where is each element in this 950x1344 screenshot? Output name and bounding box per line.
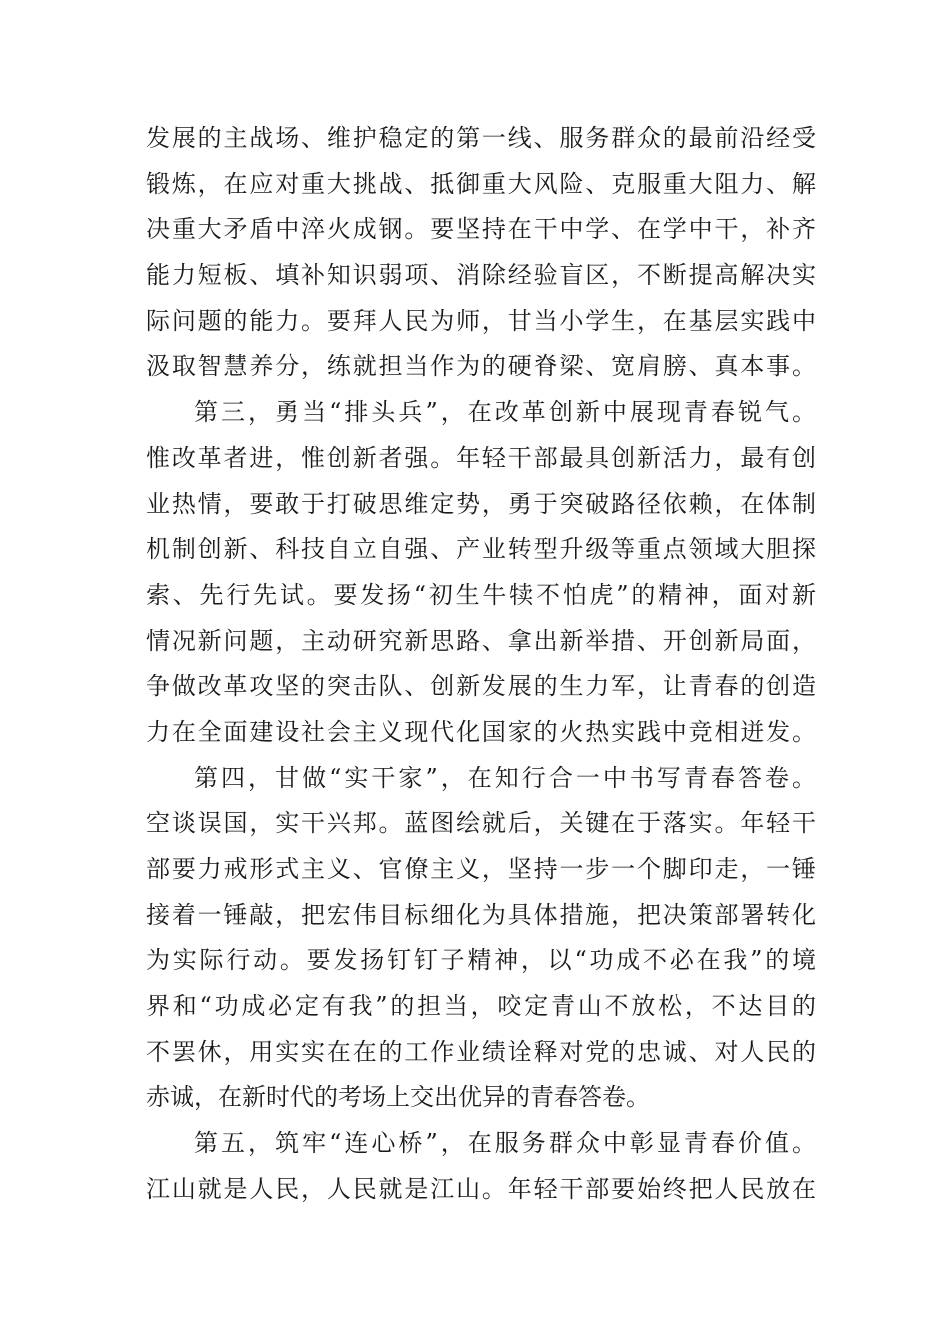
text-line: 情况新问题，主动研究新思路、拿出新举措、开创新局面， <box>146 626 816 655</box>
text-line: 惟改革者进，惟创新者强。年轻干部最具创新活力，最有创 <box>146 443 816 472</box>
body-text <box>146 116 816 1213</box>
text-line: 能力短板、填补知识弱项、消除经验盲区，不断提高解决实 <box>146 261 816 290</box>
text-line: 江山就是人民，人民就是江山。年轻干部要始终把人民放在 <box>146 1174 816 1203</box>
section-heading-third: 第三，勇当“排头兵”，在改革创新中展现青春锐气。 <box>194 398 816 427</box>
text-line: 锻炼，在应对重大挑战、抵御重大风险、克服重大阻力、解 <box>146 169 816 198</box>
text-line: 际问题的能力。要拜人民为师，甘当小学生，在基层实践中 <box>146 306 816 335</box>
text-line: 力在全面建设社会主义现代化国家的火热实践中竞相迸发。 <box>146 717 816 746</box>
text-line: 业热情，要敢于打破思维定势，勇于突破路径依赖，在体制 <box>146 489 816 518</box>
text-line: 接着一锤敲，把宏伟目标细化为具体措施，把决策部署转化 <box>146 900 816 929</box>
text-line: 空谈误国，实干兴邦。蓝图绘就后，关键在于落实。年轻干 <box>146 809 816 838</box>
text-line: 争做改革攻坚的突击队、创新发展的生力军，让青春的创造 <box>146 672 816 701</box>
text-line: 索、先行先试。要发扬“初生牛犊不怕虎”的精神，面对新 <box>146 580 816 609</box>
text-line: 为实际行动。要发扬钉钉子精神，以“功成不必在我”的境 <box>146 946 816 975</box>
section-heading-fifth: 第五，筑牢“连心桥”，在服务群众中彰显青春价值。 <box>194 1129 816 1158</box>
text-line: 决重大矛盾中淬火成钢。要坚持在干中学、在学中干，补齐 <box>146 215 816 244</box>
text-line: 机制创新、科技自立自强、产业转型升级等重点领域大胆探 <box>146 535 816 564</box>
section-heading-fourth: 第四，甘做“实干家”，在知行合一中书写青春答卷。 <box>194 763 816 792</box>
text-line: 界和“功成必定有我”的担当，咬定青山不放松，不达目的 <box>146 992 816 1021</box>
text-line: 部要力戒形式主义、官僚主义，坚持一步一个脚印走，一锤 <box>146 855 816 883</box>
text-line: 不罢休，用实实在在的工作业绩诠释对党的忠诚、对人民的 <box>146 1037 816 1066</box>
text-line: 发展的主战场、维护稳定的第一线、服务群众的最前沿经受 <box>146 124 816 152</box>
text-line: 汲取智慧养分，练就担当作为的硬脊梁、宽肩膀、真本事。 <box>146 352 816 381</box>
text-line: 赤诚，在新时代的考场上交出优异的青春答卷。 <box>146 1083 650 1112</box>
